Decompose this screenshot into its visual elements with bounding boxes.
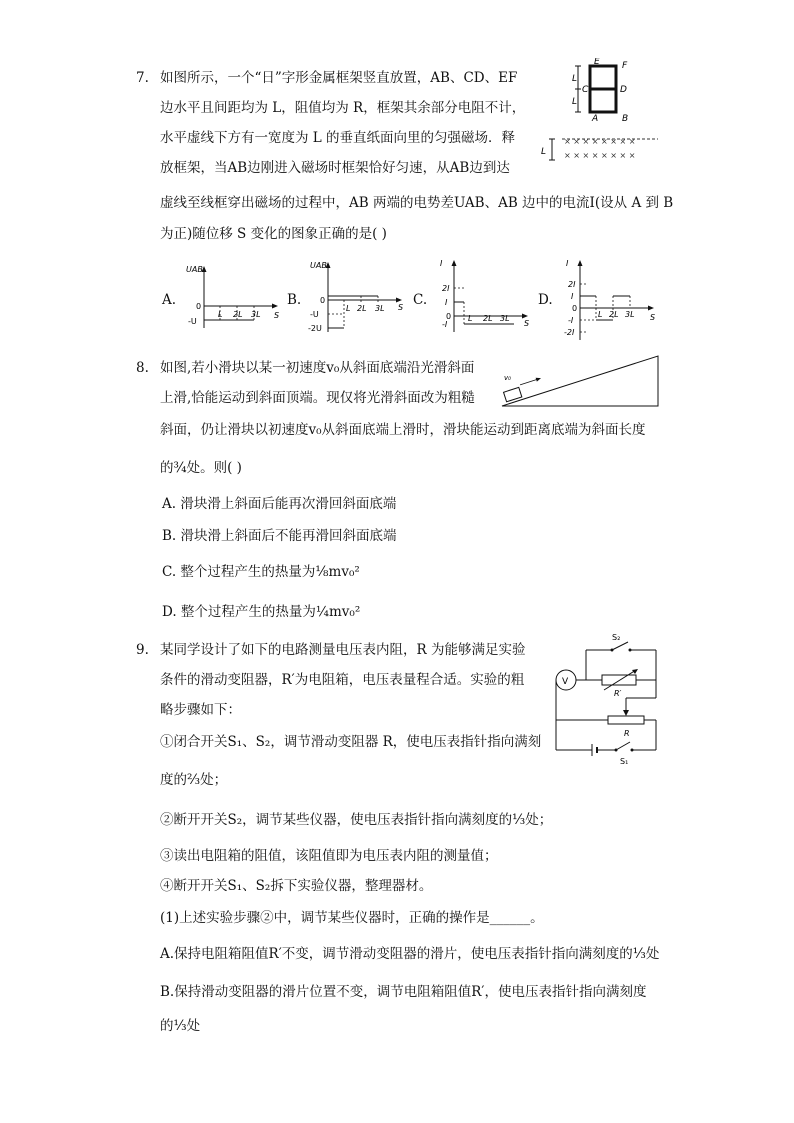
- q7-graph-d-neg-i: -I: [568, 316, 574, 325]
- q7-graph-d-neg-2i: -2I: [564, 328, 575, 337]
- q7-line-5: 虚线至线框穿出磁场的过程中，AB 两端的电势差UAB、AB 边中的电流I(设从 A 到 B: [160, 195, 674, 211]
- q8-option-d[interactable]: D. 整个过程产生的热量为¼mv₀²: [162, 604, 361, 620]
- q9-line-2: 条件的滑动变阻器，R′为电阻箱，电压表量程合适。实验的粗: [160, 672, 525, 688]
- q7-graph-a-tick-2: 2L: [233, 310, 243, 319]
- q7-graph-a-tick-1: L: [218, 310, 223, 319]
- q9-circuit-rprime-label: R′: [614, 689, 622, 698]
- q7-graph-b-xlabel: S: [398, 303, 404, 312]
- q9-circuit-s2-label: S₂: [612, 633, 621, 642]
- q7-graph-b-tick-3: 3L: [375, 304, 385, 313]
- q7-graph-d-i: I: [571, 292, 574, 301]
- q8-option-a[interactable]: A. 滑块滑上斜面后能再次滑回斜面底端: [162, 496, 397, 512]
- q9-step-1b: 度的⅔处；: [160, 772, 228, 788]
- q9-circuit-r-label: R: [624, 729, 630, 738]
- q8-number: 8.: [136, 360, 149, 376]
- q9-step-1a: ①闭合开关S₁、S₂，调节滑动变阻器 R，使电压表指针指向满刻: [160, 734, 542, 750]
- q7-graph-c-tick-1: L: [468, 314, 473, 323]
- q7-frame-label-L2: L: [572, 97, 578, 107]
- q7-graph-b: [306, 252, 406, 338]
- q9-step-3: ③读出电阻箱的阻值，该阻值即为电压表内阻的测量值；: [160, 848, 498, 864]
- q7-graph-c: [432, 252, 532, 338]
- q7-graph-a-neg: -U: [188, 317, 197, 326]
- q7-option-d[interactable]: D.: [538, 292, 553, 308]
- q7-frame-figure: [570, 58, 650, 122]
- q7-line-4: 放框架，当AB边刚进入磁场时框架恰好匀速，从AB边到达: [160, 160, 510, 176]
- q9-circuit-figure: [552, 628, 664, 766]
- q7-graph-a-ylabel: UAB: [186, 265, 203, 274]
- q9-circuit-voltmeter-label: V: [562, 677, 569, 687]
- q8-v0-label: v₀: [504, 374, 511, 382]
- q7-frame-label-B: B: [622, 114, 629, 122]
- q7-option-b[interactable]: B.: [287, 292, 302, 308]
- q7-graph-b-neg-1: -U: [310, 310, 319, 319]
- q7-graph-b-neg-2: -2U: [308, 324, 322, 333]
- q7-graph-a-xlabel: S: [274, 311, 280, 320]
- q7-frame-label-C: C: [582, 85, 589, 95]
- q7-graph-c-zero: 0: [446, 312, 452, 321]
- q7-graph-b-ylabel: UAB: [310, 261, 327, 270]
- q9-number: 9.: [136, 642, 149, 658]
- q8-option-b[interactable]: B. 滑块滑上斜面后不能再滑回斜面底端: [162, 528, 397, 544]
- q7-line-2: 边水平且间距均为 L，阻值均为 R，框架其余部分电阻不计，: [160, 100, 526, 116]
- q8-line-4: 的¾处。则( ): [160, 460, 242, 476]
- q7-line-6: 为正)随位移 S 变化的图象正确的是( ): [160, 226, 387, 242]
- q9-step-4: ④断开开关S₁、S₂拆下实验仪器，整理器材。: [160, 878, 433, 894]
- q7-graph-d-zero: 0: [572, 304, 578, 313]
- q8-line-1: 如图,若小滑块以某一初速度v₀从斜面底端沿光滑斜面: [160, 360, 475, 376]
- q7-graph-d-tick-2: 2L: [609, 310, 619, 319]
- q8-line-2: 上滑,恰能运动到斜面顶端。现仅将光滑斜面改为粗糙: [160, 390, 475, 406]
- q9-sub-question-1: (1)上述实验步骤②中，调节某些仪器时，正确的操作是______。: [160, 910, 544, 926]
- q9-line-1: 某同学设计了如下的电路测量电压表内阻，R 为能够满足实验: [160, 642, 526, 658]
- q7-line-3: 水平虚线下方有一宽度为 L 的垂直纸面向里的匀强磁场．释: [160, 130, 516, 146]
- q8-option-c[interactable]: C. 整个过程产生的热量为⅛mv₀²: [162, 564, 360, 580]
- q7-graph-c-xlabel: S: [524, 319, 530, 328]
- q7-graph-c-neg-i: -I: [442, 320, 448, 329]
- q7-graph-d-xlabel: S: [650, 313, 656, 322]
- q7-field-figure: [538, 132, 662, 164]
- q7-graph-c-i: I: [445, 298, 448, 307]
- q7-graph-a-tick-3: 3L: [251, 310, 261, 319]
- q7-graph-d-ylabel: I: [566, 259, 569, 268]
- q7-option-c[interactable]: C.: [413, 292, 428, 308]
- q7-option-a[interactable]: A.: [162, 292, 177, 308]
- svg-text:× × × × × × × ×: × × × × × × × ×: [564, 137, 636, 146]
- q7-frame-label-A: A: [592, 114, 599, 122]
- q8-line-3: 斜面，仍让滑块以初速度v₀从斜面底端上滑时，滑块能运动到距离底端为斜面长度: [160, 422, 646, 438]
- q7-graph-c-tick-3: 3L: [500, 314, 510, 323]
- q7-graph-c-tick-2: 2L: [483, 314, 493, 323]
- q7-graph-b-tick-1: L: [346, 304, 351, 313]
- svg-text:× × × × × × × ×: × × × × × × × ×: [564, 151, 636, 160]
- q9-line-3: 略步骤如下：: [160, 702, 241, 718]
- q7-number: 7.: [136, 70, 149, 86]
- q7-graph-c-ylabel: I: [440, 259, 443, 268]
- q7-graph-c-2i: 2I: [442, 284, 450, 293]
- q9-option-b-line-1[interactable]: B.保持滑动变阻器的滑片位置不变，调节电阻箱阻值R′，使电压表指针指向满刻度: [160, 984, 647, 1000]
- q7-graph-a-zero: 0: [196, 302, 202, 311]
- q7-frame-label-F: F: [622, 61, 628, 71]
- q7-graph-b-tick-2: 2L: [357, 304, 367, 313]
- q7-graph-d: [558, 254, 658, 344]
- q7-graph-d-tick-3: 3L: [625, 310, 635, 319]
- q7-frame-label-E: E: [594, 58, 600, 67]
- q7-graph-d-tick-1: L: [598, 310, 603, 319]
- q8-incline-figure: [500, 352, 662, 410]
- q7-line-1: 如图所示，一个“日”字形金属框架竖直放置，AB、CD、EF: [160, 70, 518, 86]
- q9-step-2: ②断开开关S₂，调节某些仪器，使电压表指针指向满刻度的⅓处；: [160, 812, 553, 828]
- q7-frame-label-D: D: [620, 85, 627, 95]
- q7-graph-a: [182, 258, 282, 338]
- q7-frame-label-L1: L: [572, 74, 578, 84]
- q7-field-label-L: L: [541, 147, 547, 157]
- q7-graph-d-2i: 2I: [568, 280, 576, 289]
- q9-option-a[interactable]: A.保持电阻箱阻值R′不变，调节滑动变阻器的滑片，使电压表指针指向满刻度的⅓处: [160, 946, 660, 962]
- q9-option-b-line-2[interactable]: 的⅓处: [160, 1018, 201, 1034]
- q7-graph-b-zero: 0: [320, 296, 326, 305]
- q9-circuit-s1-label: S₁: [620, 757, 629, 766]
